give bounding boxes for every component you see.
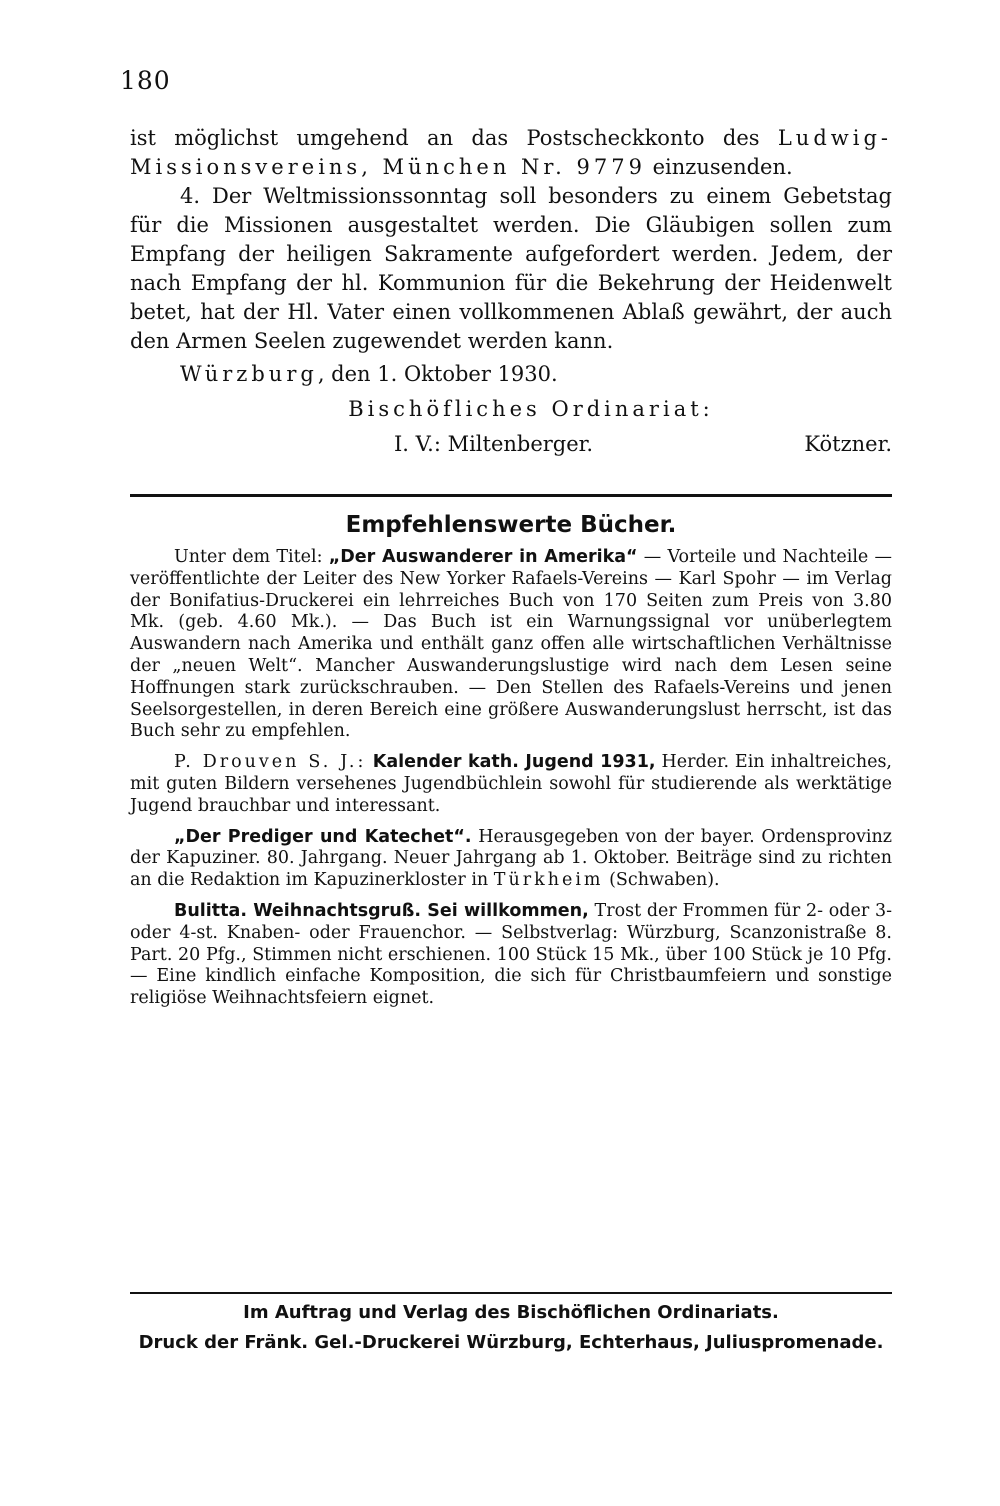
entry3-title: „Der Prediger und Katechet“. [174,826,472,847]
signature-left: I. V.: Miltenberger. [394,432,594,456]
entry3-place: Türkheim [493,870,604,891]
page-number: 180 [120,66,171,95]
entry3-text-end: (Schwaben). [603,870,720,891]
continued-paragraph [130,124,892,182]
entry4-title: Bulitta. Weihnachtsgruß. Sei willkommen, [174,900,589,921]
spaced-account-name: Ludwig-Missionsvereins, München Nr. 9779 [130,126,892,179]
continued-text-part1: ist möglichst umgehend an das Postscheckkonto des [130,126,778,150]
imprint-line-1: Im Auftrag und Verlag des Bischöflichen Ordinariats. [243,1302,779,1323]
date-place: Würzburg [180,362,318,386]
entry3-text: Herausgegeben von der bayer. Ordensprovinz der Kapuziner. 80. Jahrgang. Neuer Jahrgang ab 1. Oktober. Beiträge sind zu richten an die Redaktion im Kapuzinerkloster in [130,826,892,891]
entry2-title: Kalender kath. Jugend 1931, [366,752,656,773]
entry1-text: — Vorteile und Nachteile — veröffentlichte der Leiter des New Yorker Rafaels-Vereins — Karl Spohr — im Verlag der Bonifatius-Druckerei ein lehrreiches Buch von 170 Seiten zum Preis von 3.80 Mk. (geb. 4.60 Mk.). — Das Buch ist ein Warnungssignal vor unüberlegtem Auswandern nach Amerika und enthält ganz offen alle wirtschaftlichen Verhältnisse der „neuen Welt“. Mancher Auswanderungslustige wird nach dem Lesen seine Hoffnungen stark zurückschrauben. — Den Stellen des Rafaels-Vereins und jenen Seelsorgestellen, in deren Bereich eine größere Auswanderungslust herrscht, ist das Buch sehr zu empfehlen. [130,547,892,742]
entry4-text: Trost der Frommen für 2- oder 3- oder 4-st. Knaben- oder Frauenchor. — Selbstverlag: Würzburg, Scanzonistraße 8. Part. 20 Pfg., Stimmen nicht erschienen. 100 Stück 15 Mk., über 100 Stück je 10 Pfg. — Eine kindlich einfache Komposition, die sich für Christbaumfeiern und sonstige religiöse Weihnachtsfeiern eignet. [130,900,892,1009]
book-recommendations [130,547,892,1019]
section-divider [130,494,892,497]
date-line [130,360,892,389]
signature-right: Kötzner. [804,432,892,456]
entry2-text: Herder. Ein inhaltreiches, mit guten Bildern versehenes Jugendbüchlein sowohl für studierende als werktätige Jugend brauchbar und interessant. [130,752,892,816]
signature-organization: Bischöfliches Ordinariat: [348,397,714,421]
book-entry-3 [130,827,892,892]
footer-divider [130,1292,892,1294]
entry1-title: „Der Auswanderer in Amerika“ [328,547,638,567]
ordinance-text [130,124,892,459]
continued-text-part2: einzusenden. [645,155,793,179]
paragraph-4: 4. Der Weltmissionssonntag soll besonders zu einem Gebetstag für die Missionen ausgestaltet werden. Die Gläubigen sollen zum Empfang der heiligen Sakramente aufgefordert werden. Jedem, der nach Empfang der hl. Kommunion für die Bekehrung der Heidenwelt betet, hat der Hl. Vater einen vollkommenen Ablaß gewährt, der auch den Armen Seelen zugewendet werden kann. [130,184,892,353]
entry1-intro: Unter dem Titel: [174,547,329,567]
imprint-line-2: Druck der Fränk. Gel.-Druckerei Würzburg, Echterhaus, Juliuspromenade. [138,1332,884,1353]
entry2-author: P. Drouven S. J.: [174,752,367,773]
book-entry-1 [130,547,892,743]
date-text: , den 1. Oktober 1930. [317,362,558,386]
signature-row [130,430,892,459]
book-entry-4 [130,901,892,1010]
section-title: Empfehlenswerte Bücher. [345,512,677,538]
imprint [130,1298,892,1358]
book-entry-2 [130,752,892,817]
